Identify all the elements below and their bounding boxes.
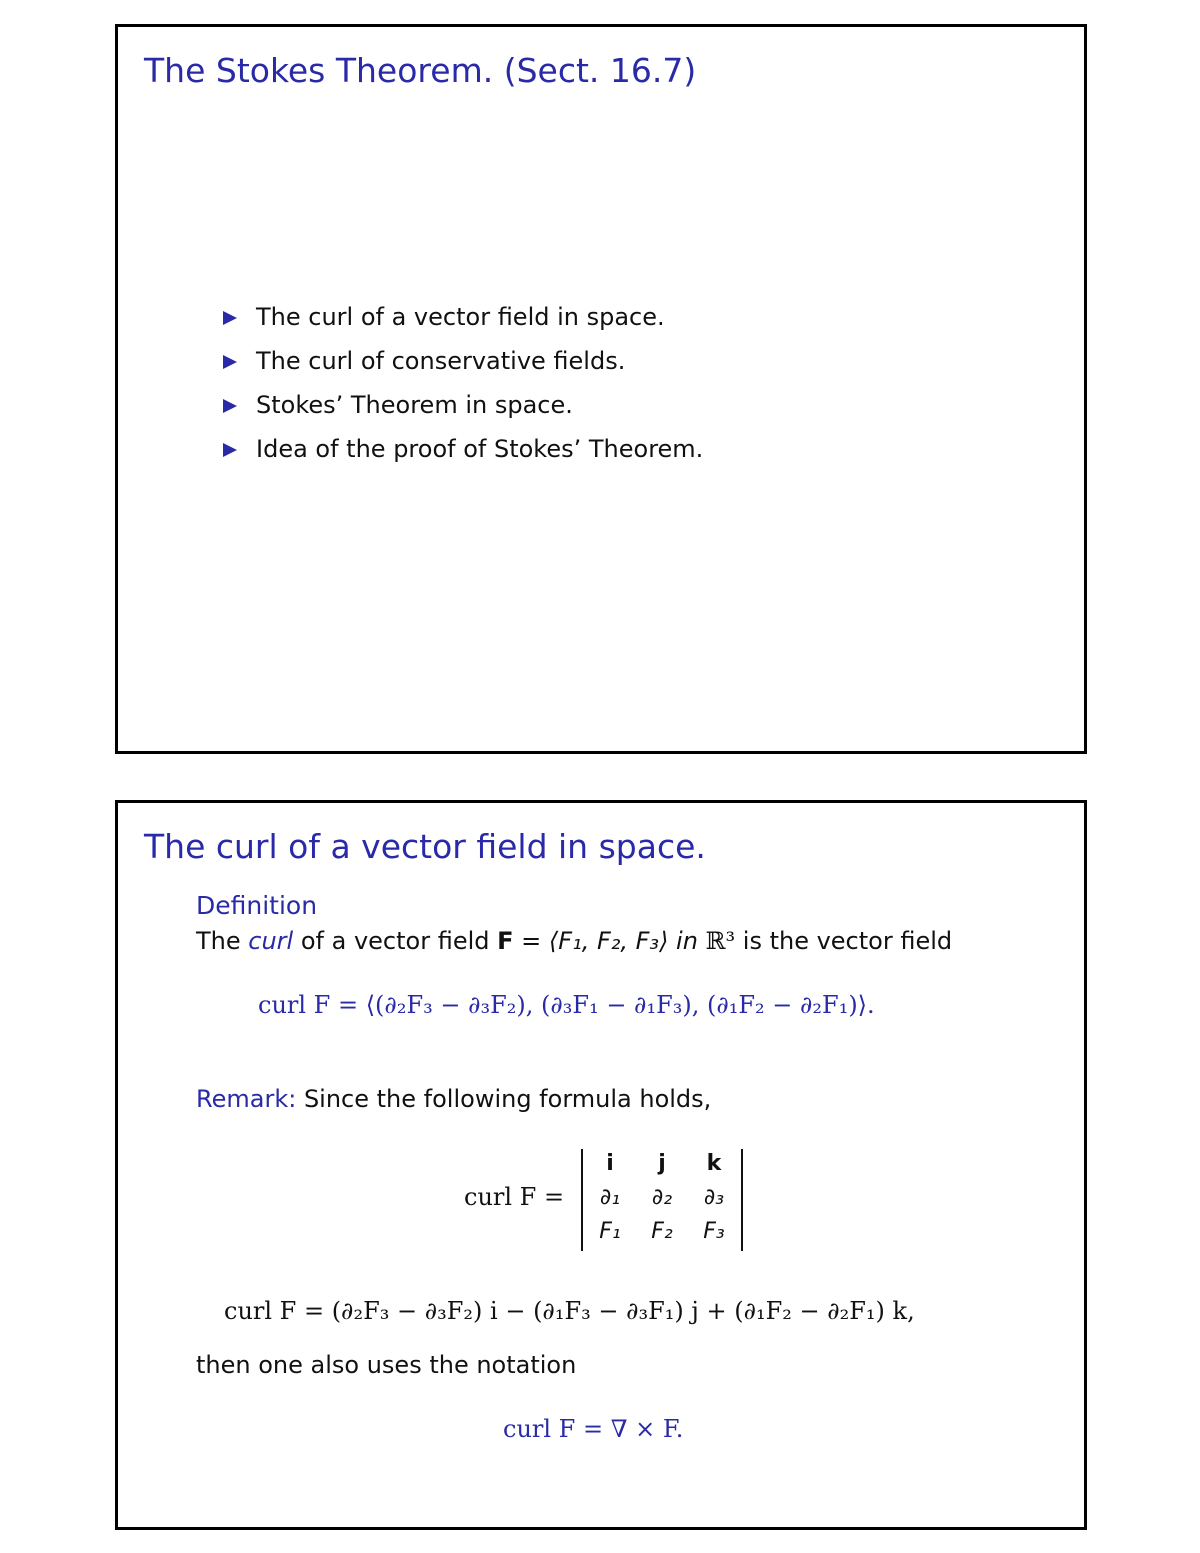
matrix-cell: F₁ xyxy=(599,1219,621,1244)
curl-formula-expanded: curl F = (∂₂F₃ − ∂₃F₂) i − (∂₁F₃ − ∂₃F₁) j + (∂₁F₂ − ∂₂F₁) k, xyxy=(224,1297,915,1325)
matrix-cell: F₃ xyxy=(703,1219,725,1244)
slide-1 xyxy=(115,24,1087,754)
notation-text: then one also uses the notation xyxy=(196,1351,577,1379)
list-item: The curl of a vector field in space. xyxy=(223,301,703,345)
matrix-cell: ∂₁ xyxy=(599,1185,621,1210)
matrix-cell: j xyxy=(658,1151,666,1176)
remark: Remark: Since the following formula holds, xyxy=(196,1085,712,1113)
matrix-cell: F₂ xyxy=(651,1219,673,1244)
curl-formula-component: curl F = ⟨(∂₂F₃ − ∂₃F₂), (∂₃F₁ − ∂₁F₃), (∂₁F₂ − ∂₂F₁)⟩. xyxy=(258,991,875,1019)
curl-term: curl xyxy=(248,927,294,955)
slide-1-title: The Stokes Theorem. (Sect. 16.7) xyxy=(144,51,697,90)
slide-2-title: The curl of a vector field in space. xyxy=(144,827,706,866)
matrix-cell: k xyxy=(706,1151,722,1176)
list-item: Stokes’ Theorem in space. xyxy=(223,389,703,433)
bullet-triangle-icon xyxy=(223,311,237,325)
slide-2 xyxy=(115,800,1087,1530)
determinant-matrix xyxy=(581,1149,743,1251)
bullet-triangle-icon xyxy=(223,399,237,413)
determinant-lhs: curl F = xyxy=(464,1183,565,1211)
curl-nabla-formula: curl F = ∇ × F. xyxy=(503,1415,684,1443)
list-item: The curl of conservative fields. xyxy=(223,345,703,389)
bullet-triangle-icon xyxy=(223,443,237,457)
topic-list xyxy=(223,301,703,477)
matrix-cell: ∂₂ xyxy=(651,1185,673,1210)
definition-label: Definition xyxy=(196,891,318,920)
remark-label: Remark: xyxy=(196,1085,297,1113)
bullet-triangle-icon xyxy=(223,355,237,369)
definition-text: The curl of a vector field F = ⟨F₁, F₂, F₃⟩ in ℝ³ is the vector field xyxy=(196,927,953,955)
list-item: Idea of the proof of Stokes’ Theorem. xyxy=(223,433,703,477)
matrix-cell: i xyxy=(606,1151,614,1176)
matrix-cell: ∂₃ xyxy=(703,1185,725,1210)
